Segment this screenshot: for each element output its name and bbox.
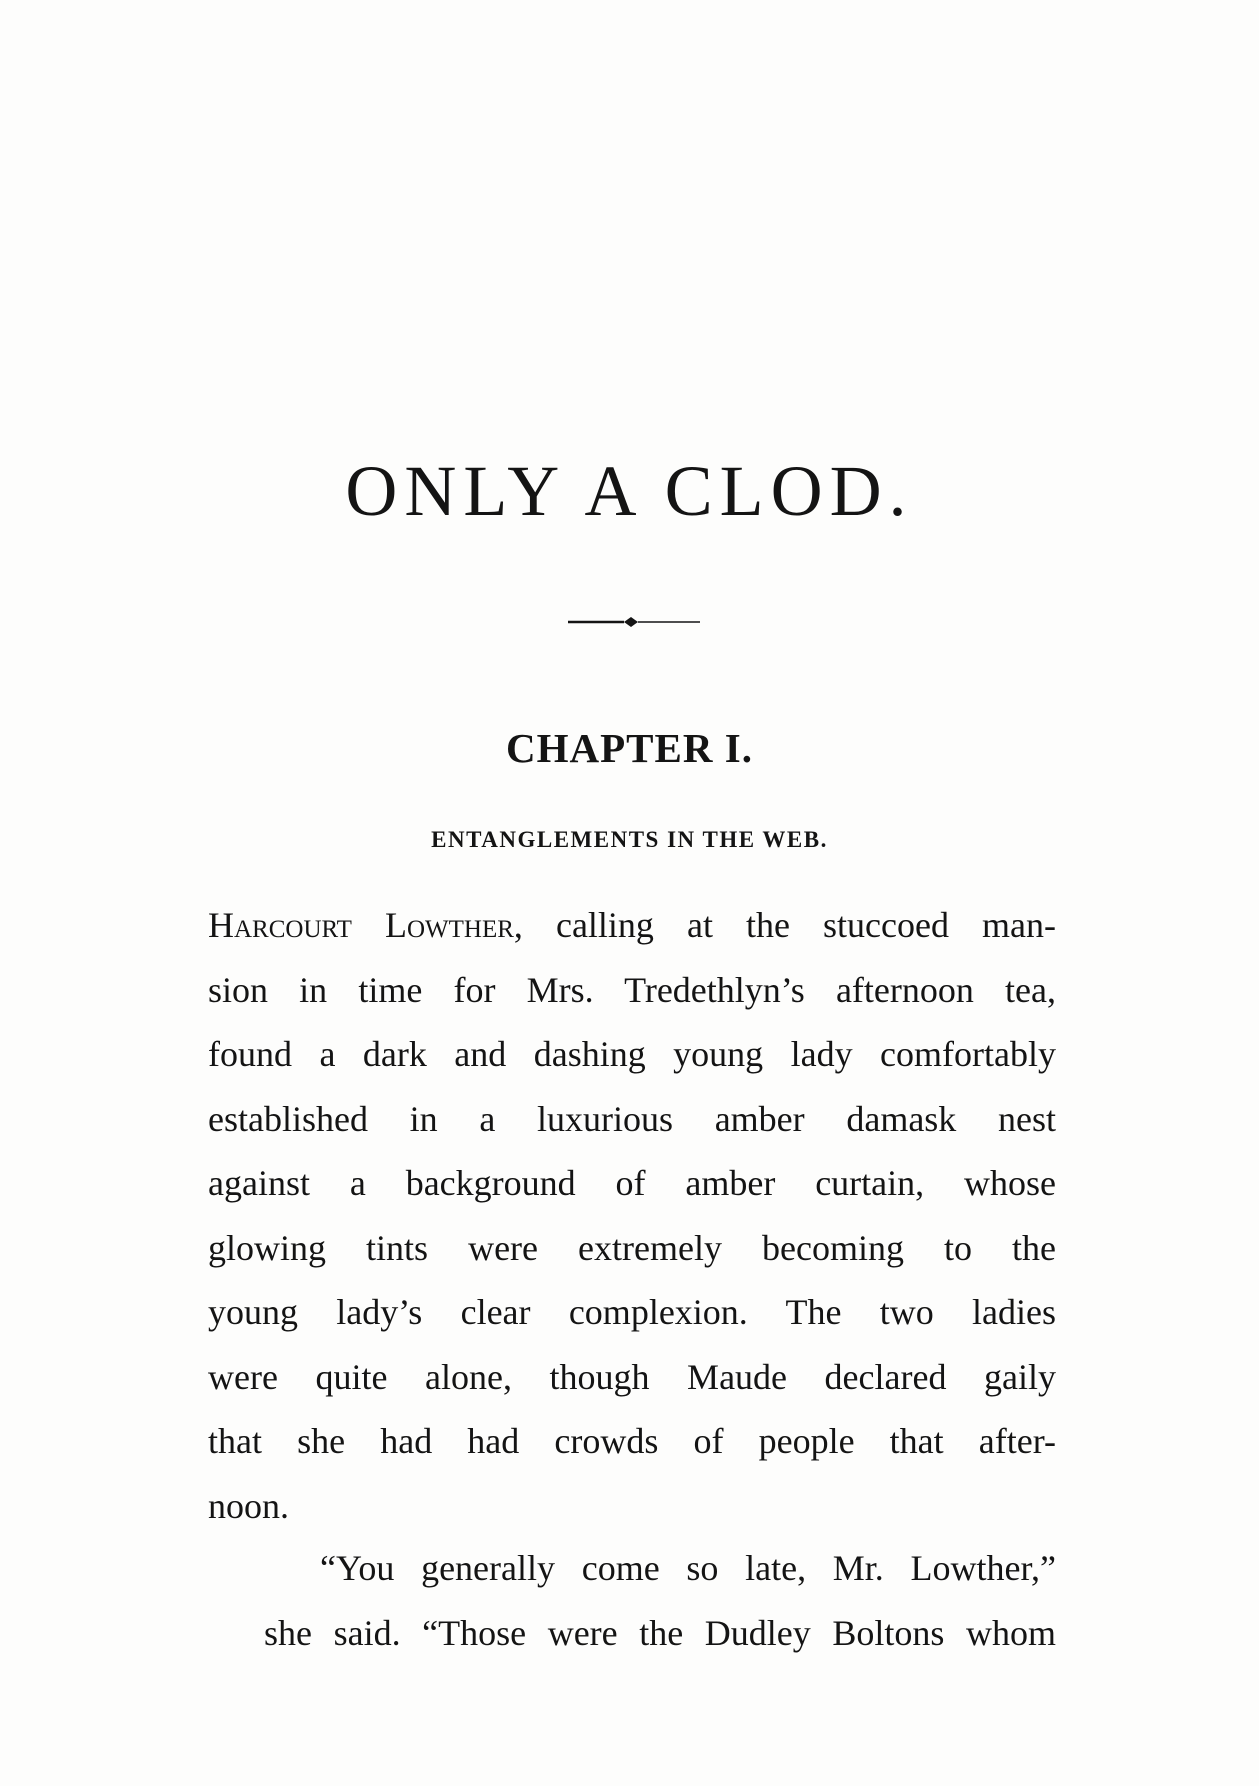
paragraph-2 [208,1536,1056,1665]
text-line: “You generally come so late, Mr. Lowther,” [320,1548,1056,1588]
text-line: established in a luxurious amber damask nest [208,1098,1056,1139]
opening-name: Harcourt Lowther [208,905,514,945]
book-title: ONLY A CLOD. [345,451,914,531]
text-line: found a dark and dashing young lady comfortably [208,1034,1056,1074]
text-line: she said. “Those were the Dudley Boltons whom [264,1612,1056,1653]
text-line: sion in time for Mrs. Tredethlyn’s afternoon tea, [208,969,1056,1010]
text-line: young lady’s clear complexion. The two ladies [208,1292,1056,1332]
text-line: that she had had crowds of people that after- [208,1421,1056,1461]
chapter-title: ENTANGLEMENTS IN THE WEB. [431,827,828,852]
text-line: noon. [208,1485,289,1526]
rule-diamond-ornament-icon [568,612,700,632]
text-line: were quite alone, though Maude declared gaily [208,1356,1056,1397]
paragraph-1 [208,893,1056,1538]
text-line [208,893,1056,958]
text-line-content: , calling at the stuccoed man- [513,905,1056,945]
text-line: glowing tints were extremely becoming to the [208,1227,1056,1268]
chapter-heading: CHAPTER I. [506,725,753,771]
text-line: against a background of amber curtain, whose [208,1163,1056,1203]
